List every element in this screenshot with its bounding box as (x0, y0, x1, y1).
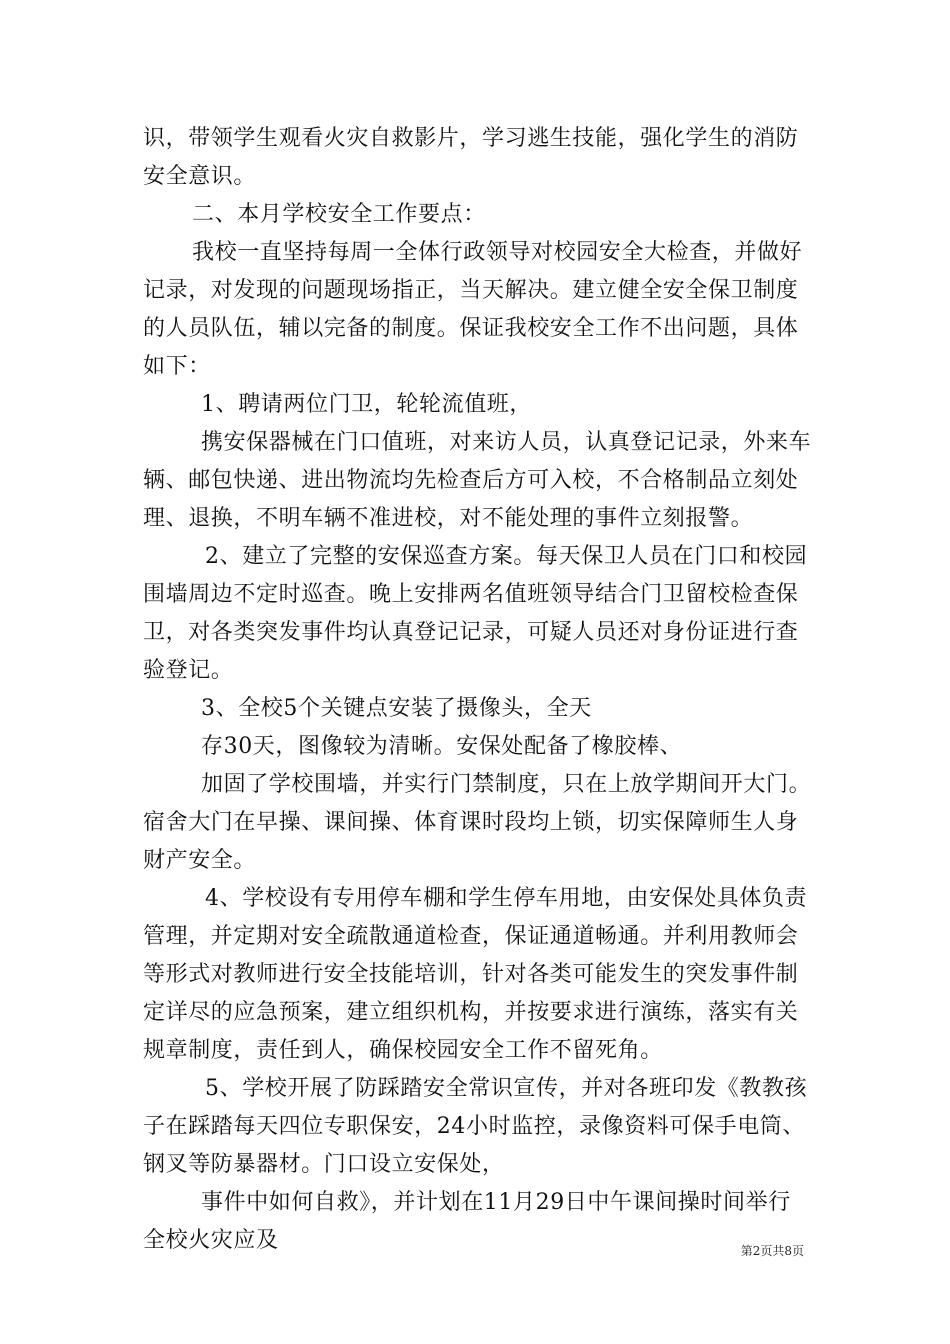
text-line: 卫，对各类突发事件均认真登记记录，可疑人员还对身份证进行查 (143, 620, 799, 645)
text-line: 加固了学校围墙，并实行门禁制度，只在上放学期间开大门。 (201, 772, 812, 797)
text-line: 3、全校5个关键点安装了摄像头，全天 (201, 696, 592, 721)
text-line: 定详尽的应急预案，建立组织机构，并按要求进行演练，落实有关 (143, 1000, 799, 1025)
text-line: 围墙周边不定时巡查。晚上安排两名值班领导结合门卫留校检查保 (143, 582, 799, 607)
text-line: 子在踩踏每天四位专职保安，24小时监控，录像资料可保手电筒、 (143, 1114, 805, 1139)
text-line: 等形式对教师进行安全技能培训，针对各类可能发生的突发事件制 (143, 962, 799, 987)
text-line: 5、学校开展了防踩踏安全常识宣传，并对各班印发《教教孩 (205, 1076, 808, 1101)
text-line: 安全意识。 (143, 164, 257, 189)
section-heading: 二、本月学校安全工作要点： (192, 202, 486, 227)
text-line: 1、聘请两位门卫，轮轮流值班， (201, 392, 532, 417)
text-line: 宿舍大门在早操、课间操、体育课时段均上锁，切实保障师生人身 (143, 810, 799, 835)
text-line: 辆、邮包快递、进出物流均先检查后方可入校，不合格制品立刻处 (143, 468, 799, 493)
text-line: 如下： (143, 354, 211, 379)
text-line: 的人员队伍，辅以完备的制度。保证我校安全工作不出问题，具体 (143, 316, 799, 341)
text-line: 管理，并定期对安全疏散通道检查，保证通道畅通。并利用教师会 (143, 924, 799, 949)
page-number: 第2页共8页 (740, 1244, 804, 1258)
text-line: 识，带领学生观看火灾自救影片，学习逃生技能，强化学生的消防 (143, 126, 799, 151)
text-line: 钢叉等防暴器材。门口设立安保处， (143, 1152, 505, 1177)
text-line: 存30天，图像较为清晰。安保处配备了橡胶棒、 (201, 734, 683, 759)
text-line: 事件中如何自救》，并计划在11月29日中午课间操时间举行 (201, 1190, 791, 1215)
text-line: 理、退换，不明车辆不准进校，对不能处理的事件立刻报警。 (143, 506, 754, 531)
text-line: 携安保器械在门口值班，对来访人员，认真登记记录，外来车 (201, 430, 812, 455)
text-line: 验登记。 (143, 658, 234, 683)
text-line: 4、学校设有专用停车棚和学生停车用地，由安保处具体负责 (205, 886, 808, 911)
text-line: 财产安全。 (143, 848, 257, 873)
text-line: 规章制度，责任到人，确保校园安全工作不留死角。 (143, 1038, 663, 1063)
text-line: 2、建立了完整的安保巡查方案。每天保卫人员在门口和校园 (205, 544, 808, 569)
text-line: 我校一直坚持每周一全体行政领导对校园安全大检查，并做好 (192, 240, 803, 265)
text-line: 记录，对发现的问题现场指正，当天解决。建立健全安全保卫制度 (143, 278, 799, 303)
text-line: 全校火灾应及 (143, 1228, 279, 1253)
